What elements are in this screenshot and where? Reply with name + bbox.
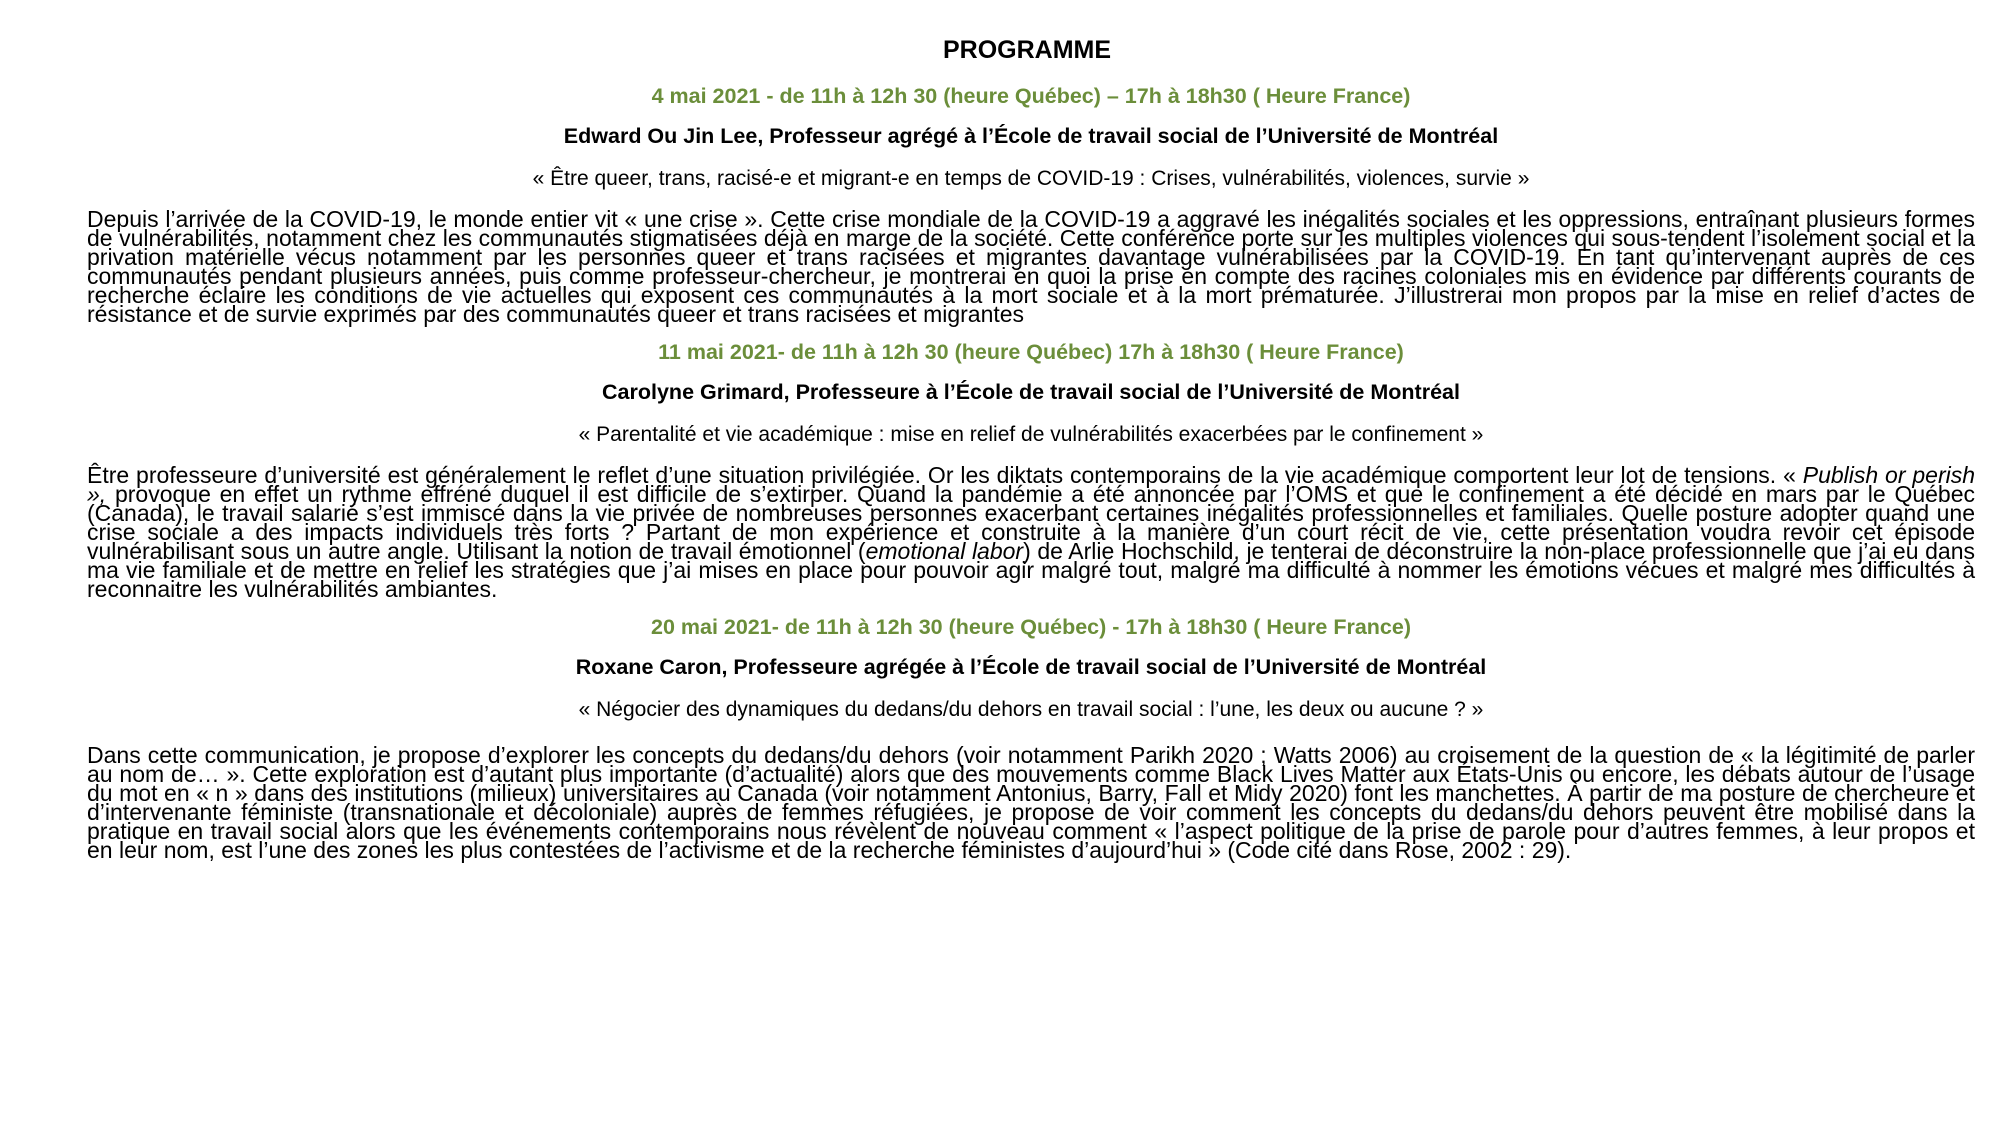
abstract-italic-text: emotional labor <box>865 538 1024 564</box>
abstract-italic-text: Publish or perish », <box>87 462 1976 507</box>
session-2 <box>87 338 1976 602</box>
abstract-text: ) de Arlie Hochschild, je tenterai de déconstruire la non-place professionnelle que j’ai eu dans ma vie familiale et de mettre en relief les stratégies que j’ai mises en place pour pouvoir agir malgré tout, malgré ma difficulté à nommer les émotions vécues et malgré mes difficultés à reconnaitre les vulnérabilités ambiantes. <box>87 538 1975 602</box>
session-1 <box>87 82 1975 327</box>
session-date: 11 mai 2021- de 11h à 12h 30 (heure Québec) 17h à 18h30 ( Heure France) <box>658 340 1404 364</box>
talk-abstract <box>87 462 1976 602</box>
talk-abstract: Depuis l’arrivée de la COVID-19, le monde entier vit « une crise ». Cette crise mondiale de la COVID-19 a aggravé les inégalités sociales et les oppressions, entraînant plusieurs formes de vulnérabilités, notamment chez les communautés stigmatisées déjà en marge de la société. Cette conférence porte sur les multiples violences qui sous-tendent l’isolement social et la privation matérielle vécus notamment par les personnes queer et trans racisées et migrantes davantage vulnérabilisées par la COVID-19. En tant qu’intervenant auprès de ces communautés pendant plusieurs années, puis comme professeur-chercheur, je montrerai en quoi la prise en compte des racines coloniales mis en évidence par différents courants de recherche éclaire les conditions de vie actuelles qui exposent ces communautés à la mort sociale et à la mort prématurée. J’illustrerai mon propos par la mise en relief d’actes de résistance et de survie exprimés par des communautés queer et trans racisées et migrantes <box>87 206 1975 327</box>
page-title: PROGRAMME <box>942 36 1112 64</box>
programme-document <box>87 34 1976 863</box>
talk-title: « Parentalité et vie académique : mise en relief de vulnérabilités exacerbées par le confinement » <box>578 423 1484 446</box>
abstract-text: provoque en effet un rythme effréné duquel il est difficile de s’extirper. Quand la pandémie a été annoncée par l’OMS et que le confinement a été décidé en mars par le Québec (Canada), le travail salarié s’est immiscé dans la vie privée de nombreuses personnes exacerbant certaines inégalités professionnelles et familiales. Quelle posture adopter quand une crise sociale a des impacts individuels très forts ? Partant de mon expérience et construite à la manière d’un court récit de vie, cette présentation voudra revoir cet épisode vulnérabilisant sous un autre angle. Utilisant la notion de travail émotionnel ( <box>87 481 1975 564</box>
speaker-name: Roxane Caron, Professeure agrégée à l’École de travail social de l’Université de Montréal <box>575 655 1487 679</box>
speaker-name: Edward Ou Jin Lee, Professeur agrégé à l’École de travail social de l’Université de Montréal <box>563 124 1499 148</box>
session-date: 20 mai 2021- de 11h à 12h 30 (heure Québec) - 17h à 18h30 ( Heure France) <box>650 615 1412 639</box>
talk-title: « Être queer, trans, racisé-e et migrant-e en temps de COVID-19 : Crises, vulnérabilités, violences, survie » <box>532 167 1530 190</box>
session-3 <box>87 613 1975 863</box>
talk-title: « Négocier des dynamiques du dedans/du dehors en travail social : l’une, les deux ou aucune ? » <box>578 698 1484 721</box>
abstract-text: Être professeure d’université est généralement le reflet d’une situation privilégiée. Or les diktats contemporains de la vie académique comportent leur lot de tensions. « <box>87 462 1803 488</box>
talk-abstract: Dans cette communication, je propose d’explorer les concepts du dedans/du dehors (voir notamment Parikh 2020 ; Watts 2006) au croisement de la question de « la légitimité de parler au nom de… ». Cette exploration est d’autant plus importante (d’actualité) alors que des mouvements comme Black Lives Matter aux États-Unis ou encore, les débats autour de l’usage du mot en « n » dans des institutions (milieux) universitaires au Canada (voir notamment Antonius, Barry, Fall et Midy 2020) font les manchettes. À partir de ma posture de chercheure et d’intervenante féministe (transnationale et décoloniale) auprès de femmes réfugiées, je propose de voir comment les concepts du dedans/du dehors peuvent être mobilisé dans la pratique en travail social alors que les événements contemporains nous révèlent de nouveau comment « l’aspect politique de la prise de parole pour d’autres femmes, à leur propos et en leur nom, est l’une des zones les plus contestées de l’activisme et de la recherche féministes d’aujourd’hui » (Code cité dans Rose, 2002 : 29). <box>87 742 1975 863</box>
session-date: 4 mai 2021 - de 11h à 12h 30 (heure Québec) – 17h à 18h30 ( Heure France) <box>651 84 1411 108</box>
speaker-name: Carolyne Grimard, Professeure à l’École de travail social de l’Université de Montréal <box>602 380 1460 404</box>
